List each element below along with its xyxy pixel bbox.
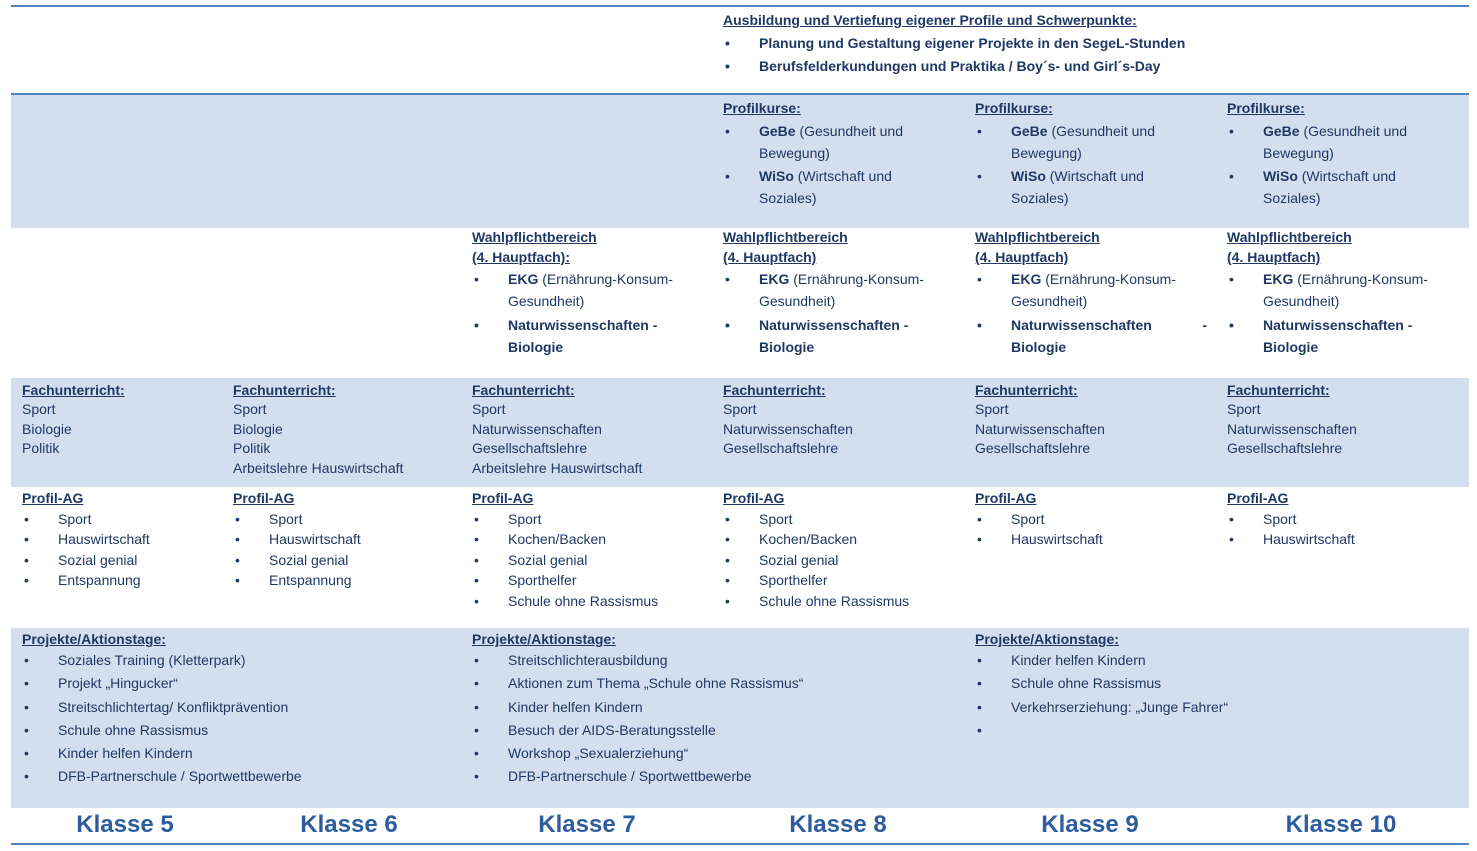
list-item: • Entspannung	[24, 572, 141, 588]
wahlpflicht-subheading: (4. Hauptfach)	[723, 249, 817, 265]
subject: Sport	[472, 401, 506, 417]
wahlpflicht-k7	[472, 228, 692, 358]
fachunterricht-k10	[1227, 380, 1457, 459]
subject: Gesellschaftslehre	[723, 440, 839, 456]
top-rule	[11, 5, 1469, 7]
projekte-k7-8	[472, 630, 952, 789]
list-item: • Naturwissenschaften - Biologie	[977, 317, 1207, 355]
list-item: • EKG (Ernährung-Konsum- Gesundheit)	[725, 271, 924, 309]
klasse-10-label: Klasse 10	[1285, 811, 1397, 838]
list-item: • Hauswirtschaft	[235, 531, 361, 547]
list-item: • Sport	[977, 510, 1045, 527]
subject: Politik	[233, 440, 271, 456]
list-item: • Schule ohne Rassismus	[474, 592, 659, 609]
profil-ag-heading: Profil-AG	[233, 490, 295, 506]
subject: Gesellschaftslehre	[975, 440, 1091, 456]
projekte-heading: Projekte/Aktionstage:	[975, 631, 1119, 647]
profilkurse-heading: Profilkurse:	[723, 100, 801, 116]
profilkurse-k9	[975, 97, 1195, 210]
list-item: • WiSo (Wirtschaft und Soziales)	[725, 167, 892, 206]
list-item: • Schule ohne Rassismus	[24, 721, 209, 738]
list-item: • WiSo (Wirtschaft und Soziales)	[1229, 167, 1396, 206]
list-item: • Schule ohne Rassismus	[977, 675, 1162, 692]
list-item: • WiSo (Wirtschaft und Soziales)	[977, 167, 1144, 206]
list-item: • Hauswirtschaft	[977, 531, 1103, 547]
subject: Naturwissenschaften	[1227, 420, 1357, 437]
list-item: • DFB-Partnerschule / Sportwettbewerbe	[474, 768, 752, 785]
list-item: • Schule ohne Rassismus	[725, 592, 910, 609]
list-item: • Sport	[24, 510, 92, 527]
list-item: • Workshop „Sexualerziehung“	[474, 745, 689, 762]
subject: Sport	[975, 401, 1009, 417]
list-item: • Sozial genial	[24, 551, 138, 568]
profil-ag-heading: Profil-AG	[723, 490, 785, 506]
projekte-heading: Projekte/Aktionstage:	[472, 631, 616, 647]
list-item: • Soziales Training (Kletterpark)	[24, 652, 246, 668]
klasse-6-label: Klasse 6	[300, 811, 398, 838]
list-item: • GeBe (Gesundheit und Bewegung)	[977, 122, 1155, 161]
list-item: • Besuch der AIDS-Beratungsstelle	[474, 721, 716, 738]
subject: Arbeitslehre Hauswirtschaft	[472, 459, 643, 476]
list-item: • Projekt „Hingucker“	[24, 675, 178, 692]
list-item: • DFB-Partnerschule / Sportwettbewerbe	[24, 768, 302, 785]
projekte-heading: Projekte/Aktionstage:	[22, 631, 166, 647]
list-item: • Hauswirtschaft	[1229, 531, 1355, 547]
ausbildung-block	[723, 9, 1423, 78]
list-item: • Streitschlichtertag/ Konfliktprävention	[24, 698, 289, 715]
list-item: • Naturwissenschaften - Biologie	[1229, 317, 1413, 355]
profilkurse-k8	[723, 97, 943, 210]
list-item: • Hauswirtschaft	[24, 531, 150, 547]
projekte-k9-10: Projekte/Aktionstage: • Kinder helfen Kindern • Schule ohne Rassismus • Verkehrserziehung: „Junge Fahrer“ •	[975, 630, 1455, 719]
list-item: • Streitschlichterausbildung	[474, 652, 668, 668]
fachunterricht-heading: Fachunterricht:	[975, 382, 1078, 398]
list-item: • Kinder helfen Kindern	[24, 745, 193, 762]
list-item: • Kinder helfen Kindern	[474, 698, 643, 715]
list-item: • Verkehrserziehung: „Junge Fahrer“	[977, 698, 1229, 715]
fachunterricht-k9	[975, 380, 1205, 459]
list-item: • Entspannung	[235, 572, 352, 588]
profilkurse-heading: Profilkurse:	[975, 100, 1053, 116]
profilkurse-heading: Profilkurse:	[1227, 100, 1305, 116]
klasse-7-label: Klasse 7	[538, 811, 636, 838]
profil-ag-k9	[975, 488, 1205, 550]
list-item: • GeBe (Gesundheit und Bewegung)	[1229, 122, 1407, 161]
list-item: • Sporthelfer	[474, 572, 577, 588]
wahlpflicht-heading: Wahlpflichtbereich	[975, 229, 1100, 245]
list-item: • Sport	[1229, 510, 1297, 527]
profil-ag-k10	[1227, 488, 1457, 550]
subject: Sport	[723, 401, 757, 417]
wahlpflicht-heading: Wahlpflichtbereich	[723, 229, 848, 245]
subject: Sport	[22, 401, 56, 417]
profil-ag-heading: Profil-AG	[1227, 490, 1289, 506]
profil-ag-k7	[472, 488, 702, 611]
subject: Arbeitslehre Hauswirtschaft	[233, 459, 404, 476]
profil-ag-k5	[22, 488, 222, 591]
list-item: • Sport	[725, 510, 793, 527]
profil-ag-heading: Profil-AG	[22, 490, 84, 506]
klasse-8-label: Klasse 8	[789, 811, 887, 838]
subject: Gesellschaftslehre	[1227, 440, 1343, 456]
list-item: • Sporthelfer	[725, 572, 828, 588]
ausbildung-heading: Ausbildung und Vertiefung eigener Profile und Schwerpunkte:	[723, 12, 1137, 28]
wahlpflicht-subheading: (4. Hauptfach):	[472, 249, 570, 265]
klasse-9-label: Klasse 9	[1041, 811, 1139, 838]
wahlpflicht-heading: Wahlpflichtbereich	[1227, 229, 1352, 245]
list-item: • Sozial genial	[725, 551, 839, 568]
list-item: • Naturwissenschaften - Biologie	[474, 317, 658, 355]
list-item: • Sport	[474, 510, 542, 527]
wahlpflicht-heading: Wahlpflichtbereich	[472, 229, 597, 245]
subject: Biologie	[22, 420, 72, 437]
list-item: • Sozial genial	[474, 551, 588, 568]
profil-ag-k8	[723, 488, 953, 611]
list-item: • Aktionen zum Thema „Schule ohne Rassismus“	[474, 675, 804, 692]
list-item: • Berufsfelderkundungen und Praktika / Boy´s- und Girl´s-Day	[725, 58, 1161, 74]
list-item: • Kinder helfen Kindern	[977, 652, 1146, 668]
list-item: • Planung und Gestaltung eigener Projekte in den SegeL-Stunden	[725, 35, 1186, 51]
profilkurse-k10	[1227, 97, 1447, 210]
subject: Gesellschaftslehre	[472, 440, 588, 456]
subject: Naturwissenschaften	[975, 420, 1105, 437]
fachunterricht-heading: Fachunterricht:	[723, 382, 826, 398]
klasse-5-label: Klasse 5	[76, 811, 174, 838]
fachunterricht-heading: Fachunterricht:	[472, 382, 575, 398]
profil-ag-heading: Profil-AG	[472, 490, 534, 506]
list-item: • Kochen/Backen	[725, 531, 858, 547]
wahlpflicht-k9	[975, 228, 1207, 358]
projekte-k5-6	[22, 630, 442, 789]
subject: Naturwissenschaften	[723, 420, 853, 437]
subject: Naturwissenschaften	[472, 420, 602, 437]
profil-ag-k6	[233, 488, 453, 591]
subject: Politik	[22, 440, 60, 456]
wahlpflicht-k10	[1227, 228, 1447, 358]
list-item: • Sport	[235, 510, 303, 527]
fachunterricht-k8	[723, 380, 953, 459]
fachunterricht-k7	[472, 380, 702, 478]
list-item: • GeBe (Gesundheit und Bewegung)	[725, 122, 903, 161]
subject: Biologie	[233, 420, 283, 437]
fachunterricht-heading: Fachunterricht:	[22, 382, 125, 398]
list-item: • Naturwissenschaften - Biologie	[725, 317, 909, 355]
list-item: • EKG (Ernährung-Konsum- Gesundheit)	[474, 271, 673, 309]
subject: Sport	[1227, 401, 1261, 417]
fachunterricht-heading: Fachunterricht:	[233, 382, 336, 398]
fachunterricht-k5	[22, 380, 222, 459]
wahlpflicht-k8	[723, 228, 943, 358]
bottom-rule	[11, 843, 1469, 845]
wahlpflicht-subheading: (4. Hauptfach)	[975, 249, 1069, 265]
profil-ag-heading: Profil-AG	[975, 490, 1037, 506]
wahlpflicht-subheading: (4. Hauptfach)	[1227, 249, 1321, 265]
list-item: • Kochen/Backen	[474, 531, 607, 547]
list-item: • EKG (Ernährung-Konsum- Gesundheit)	[977, 271, 1176, 309]
fachunterricht-k6	[233, 380, 463, 478]
subject: Sport	[233, 401, 267, 417]
list-item: • EKG (Ernährung-Konsum- Gesundheit)	[1229, 271, 1428, 309]
list-item: • Sozial genial	[235, 551, 349, 568]
fachunterricht-heading: Fachunterricht:	[1227, 382, 1330, 398]
